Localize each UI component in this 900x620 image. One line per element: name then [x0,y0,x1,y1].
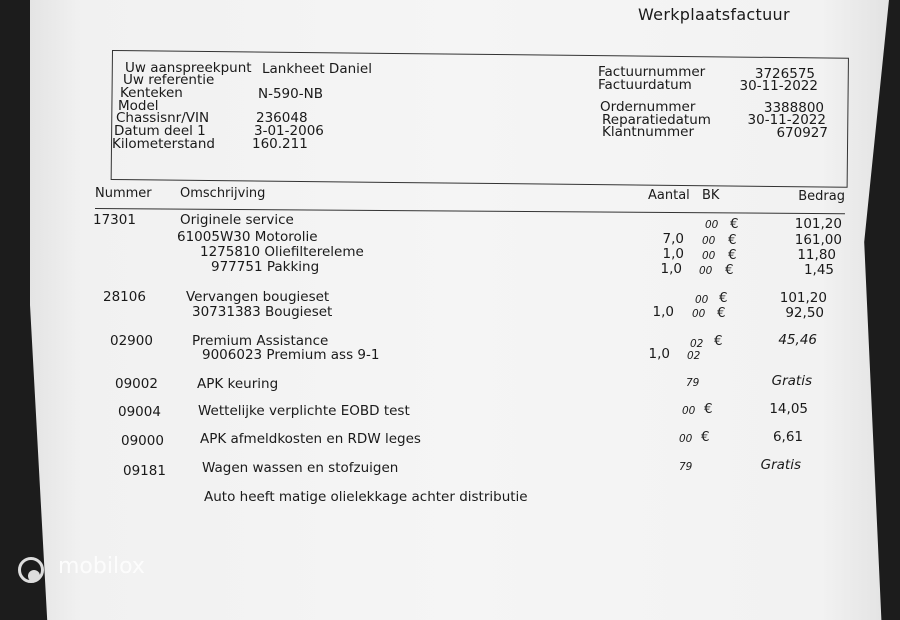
line-aantal: 1,0 [648,346,670,362]
line-omschrijving: Originele service [180,212,294,228]
line-bedrag: 92,50 [785,305,824,321]
line-currency: € [704,401,713,417]
field-value-datum-deel-1: 3-01-2006 [254,123,324,139]
line-currency: € [701,429,710,445]
field-label-factuurnummer: Factuurnummer [598,64,706,80]
line-nummer: 17301 [93,212,136,228]
line-currency: € [719,290,728,306]
line-currency: € [714,333,723,349]
line-currency: € [730,216,739,232]
field-label-datum-deel-1: Datum deel 1 [114,123,206,139]
field-value-factuurnummer: 3726575 [754,66,815,82]
field-label-aanspreekpunt: Uw aanspreekpunt [125,60,252,76]
line-bk: 00 [695,294,709,306]
line-bedrag: 14,05 [769,401,808,417]
col-header-bedrag: Bedrag [798,189,845,204]
line-omschrijving: 30731383 Bougieset [192,304,333,320]
col-header-bk: BK [702,188,720,203]
line-nummer: 09181 [123,463,166,479]
field-label-klantnummer: Klantnummer [602,124,694,140]
invoice-remark: Auto heeft matige olielekkage achter distributie [204,489,528,505]
field-value-reparatiedatum: 30-11-2022 [747,112,826,128]
field-value-kilometerstand: 160.211 [252,136,308,152]
line-aantal: 7,0 [662,231,684,247]
line-nummer: 28106 [103,289,146,305]
line-bk: 00 [682,405,696,417]
line-bk: 00 [702,235,716,247]
field-label-kenteken: Kenteken [120,85,183,101]
line-nummer: 09004 [118,404,161,420]
field-label-chassisnr: Chassisnr/VIN [116,110,210,126]
field-label-factuurdatum: Factuurdatum [598,77,692,93]
line-bk: 00 [699,265,713,277]
line-bedrag: Gratis [771,373,812,389]
line-bedrag: 101,20 [779,290,827,306]
line-omschrijving: APK afmeldkosten en RDW leges [200,431,421,447]
line-bk: 00 [679,433,693,445]
line-omschrijving: 9006023 Premium ass 9-1 [202,347,380,363]
line-omschrijving: Premium Assistance [192,333,329,349]
line-currency: € [725,262,734,278]
field-label-ordernummer: Ordernummer [600,99,696,115]
line-nummer: 09002 [115,376,158,392]
line-nummer: 02900 [110,333,153,349]
line-bk: 00 [702,250,716,262]
line-aantal: 1,0 [652,304,674,320]
line-omschrijving: Vervangen bougieset [186,289,330,305]
line-bedrag: 11,80 [797,247,836,263]
line-currency: € [717,305,726,321]
col-header-nummer: Nummer [95,186,152,201]
col-header-omschrijving: Omschrijving [180,186,266,201]
line-omschrijving: Wettelijke verplichte EOBD test [198,403,410,419]
line-bedrag: 45,46 [778,332,817,348]
line-currency: € [728,247,737,263]
line-bk: 00 [692,308,706,320]
line-omschrijving: APK keuring [197,376,279,392]
field-value-factuurdatum: 30-11-2022 [739,78,818,94]
line-bedrag: 161,00 [794,232,842,248]
field-value-chassisnr: 236048 [256,110,308,126]
line-omschrijving: 1275810 Oliefiltereleme [200,244,364,260]
line-bedrag: 1,45 [803,262,834,278]
field-label-referentie: Uw referentie [123,72,215,88]
line-omschrijving: 61005W30 Motorolie [177,229,318,245]
line-bk: 02 [690,338,704,350]
field-value-aanspreekpunt: Lankheet Daniel [262,61,372,77]
col-header-aantal: Aantal [648,188,690,203]
line-bedrag: Gratis [760,457,801,473]
line-bk: 79 [686,377,700,389]
field-label-kilometerstand: Kilometerstand [112,136,215,152]
field-label-model: Model [118,98,159,114]
line-omschrijving: 977751 Pakking [211,259,320,275]
line-nummer: 09000 [121,433,164,449]
line-bk: 79 [679,461,693,473]
line-bedrag: 6,61 [772,429,803,445]
watermark-brand: mobilox [58,554,145,579]
line-omschrijving: Wagen wassen en stofzuigen [202,460,399,476]
line-aantal: 1,0 [660,261,682,277]
mobilox-logo-icon [18,557,44,583]
line-currency: € [728,232,737,248]
line-bk: 02 [687,350,701,362]
field-value-kenteken: N-590-NB [258,86,323,102]
field-value-ordernummer: 3388800 [763,100,824,116]
line-bedrag: 101,20 [794,216,842,232]
invoice-title: Werkplaatsfactuur [638,5,790,24]
line-aantal: 1,0 [662,246,684,262]
line-bk: 00 [705,219,719,231]
field-value-klantnummer: 670927 [776,125,828,141]
field-label-reparatiedatum: Reparatiedatum [602,112,711,128]
